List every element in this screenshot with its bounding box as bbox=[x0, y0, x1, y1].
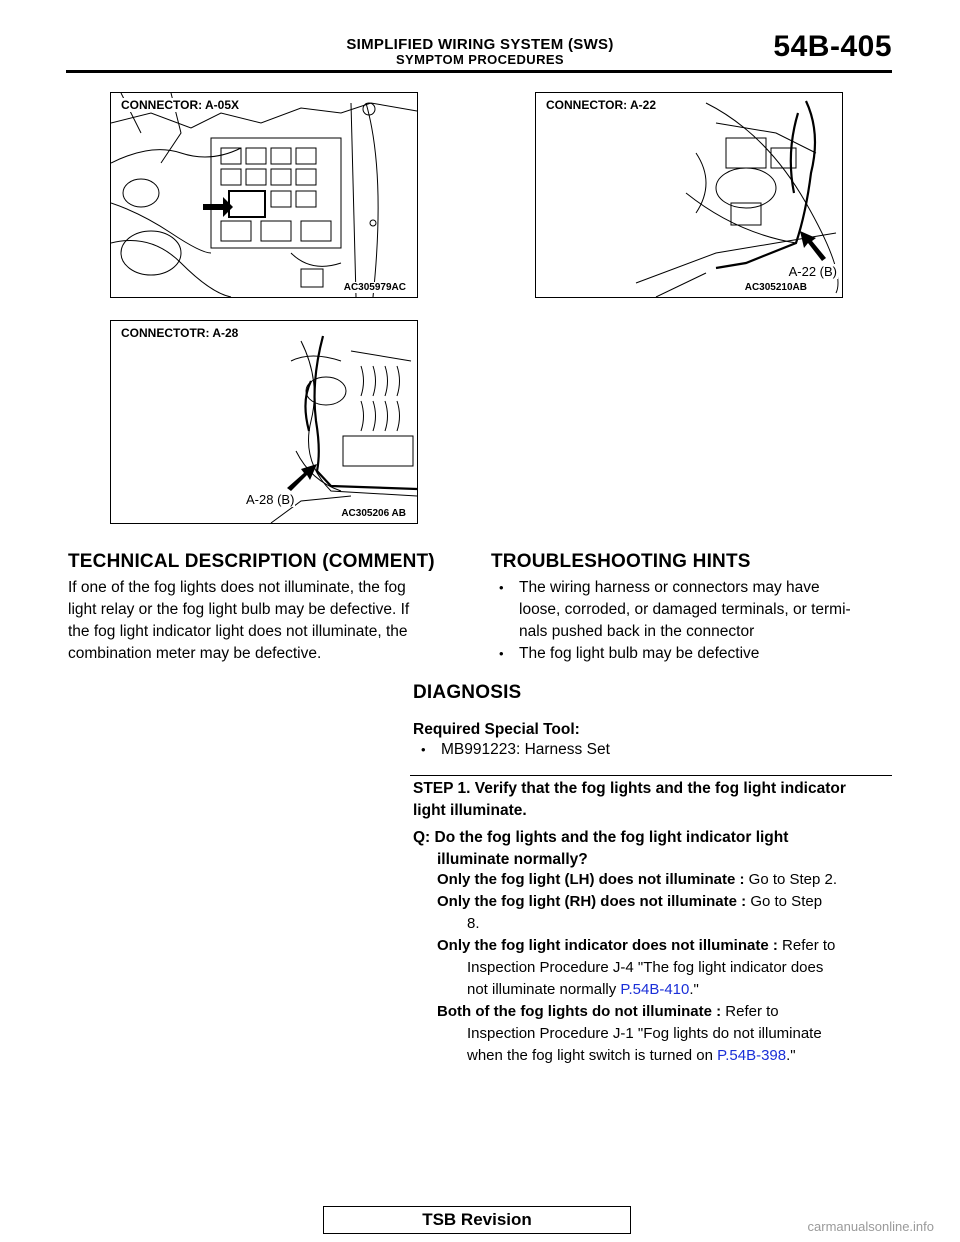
list-item: • The fog light bulb may be defective bbox=[491, 643, 891, 665]
required-tool-heading: Required Special Tool: bbox=[413, 721, 580, 738]
technical-description-heading: TECHNICAL DESCRIPTION (COMMENT) bbox=[68, 551, 435, 572]
answer-item: Both of the fog lights do not illuminate : Refer to Inspection Procedure J-1 "Fog lights do not illuminate when the fog light switch is turned on P.54B-398." bbox=[437, 1003, 822, 1064]
technical-description-text: If one of the fog lights does not illuminate, the fog light relay or the fog light bulb may be defective. If the fog light indicator light does not illuminate, the combination meter may be defective. bbox=[68, 579, 410, 662]
figure-connector-a28 bbox=[110, 320, 418, 524]
figure-label: CONNECTOR: A-22 bbox=[546, 98, 657, 112]
page-link[interactable]: P.54B-410 bbox=[620, 981, 690, 998]
figure-label: CONNECTOTR: A-28 bbox=[121, 326, 239, 340]
connector-callout: A-28 (B) bbox=[246, 492, 295, 507]
answer-list bbox=[437, 869, 897, 1067]
figure-connector-a22 bbox=[535, 92, 843, 298]
page-link[interactable]: P.54B-398 bbox=[717, 1047, 787, 1064]
watermark: carmanualsonline.info bbox=[807, 1219, 934, 1234]
question-label: Q: bbox=[413, 829, 431, 846]
answer-item: Only the fog light (LH) does not illuminate : Go to Step 2. bbox=[437, 871, 838, 888]
troubleshooting-list bbox=[491, 577, 891, 665]
troubleshooting-heading: TROUBLESHOOTING HINTS bbox=[491, 551, 751, 572]
diagnosis-heading: DIAGNOSIS bbox=[413, 682, 522, 703]
step-rule bbox=[410, 775, 892, 776]
figure-code: AC305210AB bbox=[744, 282, 807, 293]
tsb-revision-box: TSB Revision bbox=[323, 1206, 631, 1234]
tool-list bbox=[413, 739, 610, 761]
page-number: 54B-405 bbox=[773, 30, 892, 63]
header-subtitle: SYMPTOM PROCEDURES bbox=[395, 52, 565, 67]
engine-bay-illustration bbox=[111, 93, 417, 297]
figure-connector-a05x bbox=[110, 92, 418, 298]
list-item: • The wiring harness or connectors may have loose, corroded, or damaged terminals, or termi- nals pushed back in the connector bbox=[491, 577, 891, 643]
figure-label: CONNECTOR: A-05X bbox=[121, 98, 240, 112]
answer-item: Only the fog light (RH) does not illuminate : Go to Step 8. bbox=[437, 893, 823, 932]
step-1-heading: STEP 1. Verify that the fog lights and the fog light indicator light illuminate. bbox=[413, 780, 846, 819]
header-title: SIMPLIFIED WIRING SYSTEM (SWS) bbox=[346, 36, 614, 53]
list-item: • MB991223: Harness Set bbox=[413, 739, 610, 761]
header-rule bbox=[66, 70, 892, 73]
question: Q: Do the fog lights and the fog light indicator light illuminate normally? bbox=[413, 829, 789, 868]
figure-code: AC305979AC bbox=[343, 282, 406, 293]
figure-code: AC305206 AB bbox=[341, 508, 406, 519]
answer-item: Only the fog light indicator does not illuminate : Refer to Inspection Procedure J-4 "The fog light indicator does not illuminate normally P.54B-410." bbox=[437, 937, 836, 998]
connector-callout: A-22 (B) bbox=[788, 264, 837, 279]
